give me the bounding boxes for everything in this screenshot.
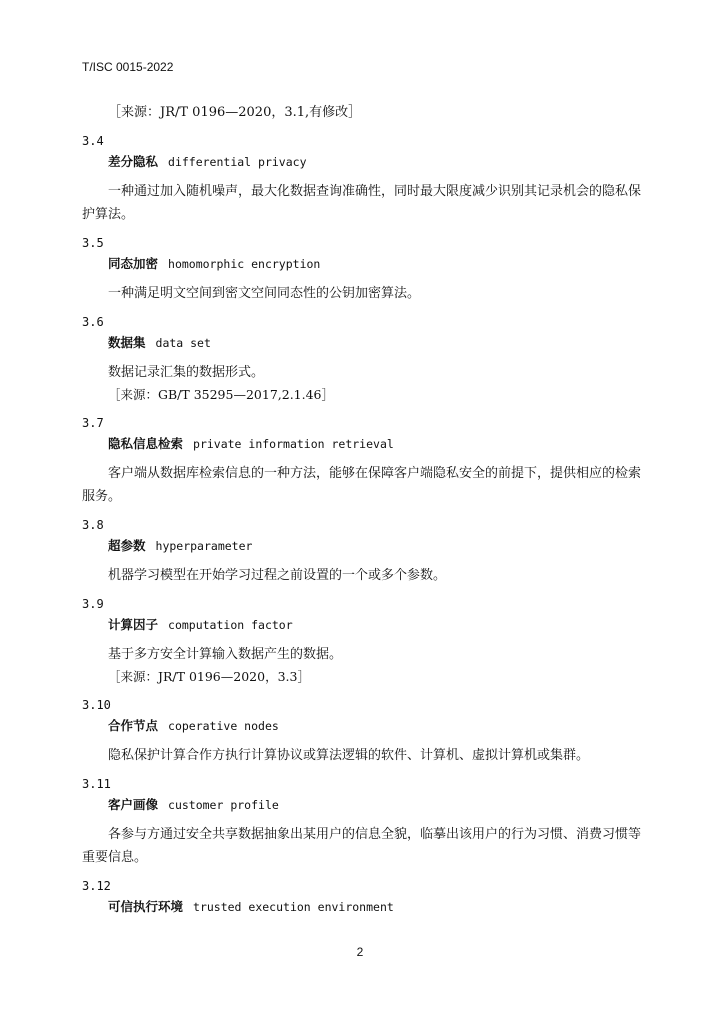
term-definition: 一种满足明文空间到密文空间同态性的公钥加密算法。 [108,286,421,301]
term-title [82,613,642,637]
term-source: ［来源：JR/T 0196—2020，3.3］ [108,669,310,684]
term-english-name: computation factor [168,618,293,632]
term-title [82,895,642,919]
term-number: 3.9 [82,597,104,611]
term-number: 3.4 [82,134,104,148]
term-chinese-name: 差分隐私 [108,154,159,169]
term-title [82,793,642,817]
term-number: 3.6 [82,315,104,329]
term-english-name: data set [155,336,211,350]
intro-source: ［来源：JR/T 0196—2020，3.1,有修改］ [108,105,362,120]
term-number: 3.5 [82,236,104,250]
term-number: 3.10 [82,698,111,712]
term-english-name: homomorphic encryption [168,257,321,271]
term-entry [82,313,642,406]
term-entry [82,696,642,767]
term-definition: 隐私保护计算合作方执行计算协议或算法逻辑的软件、计算机、虚拟计算机或集群。 [108,748,590,763]
term-title [82,432,642,456]
term-number: 3.7 [82,416,104,430]
term-definition: 数据记录汇集的数据形式。 [108,365,265,380]
term-definition: 各参与方通过安全共享数据抽象出某用户的信息全貌，临摹出该用户的行为习惯、消费习惯等重要信息。 [82,827,642,865]
term-entry [82,516,642,587]
term-english-name: coperative nodes [168,719,279,733]
term-number: 3.12 [82,879,111,893]
term-definition: 基于多方安全计算输入数据产生的数据。 [108,647,343,662]
term-chinese-name: 可信执行环境 [108,899,184,914]
term-english-name: customer profile [168,798,279,812]
term-chinese-name: 数据集 [108,335,146,350]
term-number: 3.11 [82,777,111,791]
term-chinese-name: 超参数 [108,538,146,553]
term-number: 3.8 [82,518,104,532]
term-chinese-name: 计算因子 [108,617,159,632]
term-chinese-name: 合作节点 [108,718,159,733]
term-source: ［来源：GB/T 35295—2017,2.1.46］ [108,387,335,402]
term-definition: 客户端从数据库检索信息的一种方法，能够在保障客户端隐私安全的前提下，提供相应的检索服务。 [82,466,642,504]
terms-content [82,102,642,927]
page-number: 2 [356,945,364,959]
term-entry [82,132,642,226]
term-title [82,252,642,276]
term-title [82,534,642,558]
term-chinese-name: 同态加密 [108,256,159,271]
term-english-name: hyperparameter [155,539,253,553]
term-chinese-name: 客户画像 [108,797,159,812]
term-entry [82,414,642,508]
document-header: T/ISC 0015-2022 [82,60,174,74]
term-definition: 机器学习模型在开始学习过程之前设置的一个或多个参数。 [108,568,447,583]
term-entry [82,234,642,305]
term-english-name: trusted execution environment [193,900,394,914]
term-english-name: differential privacy [168,155,307,169]
term-title [82,714,642,738]
terms-list [82,132,642,919]
term-title [82,331,642,355]
term-title [82,150,642,174]
term-entry [82,877,642,919]
term-definition: 一种通过加入随机噪声，最大化数据查询准确性，同时最大限度减少识别其记录机会的隐私保护算法。 [82,184,642,222]
term-english-name: private information retrieval [193,437,394,451]
term-entry [82,775,642,869]
term-chinese-name: 隐私信息检索 [108,436,184,451]
term-entry [82,595,642,688]
